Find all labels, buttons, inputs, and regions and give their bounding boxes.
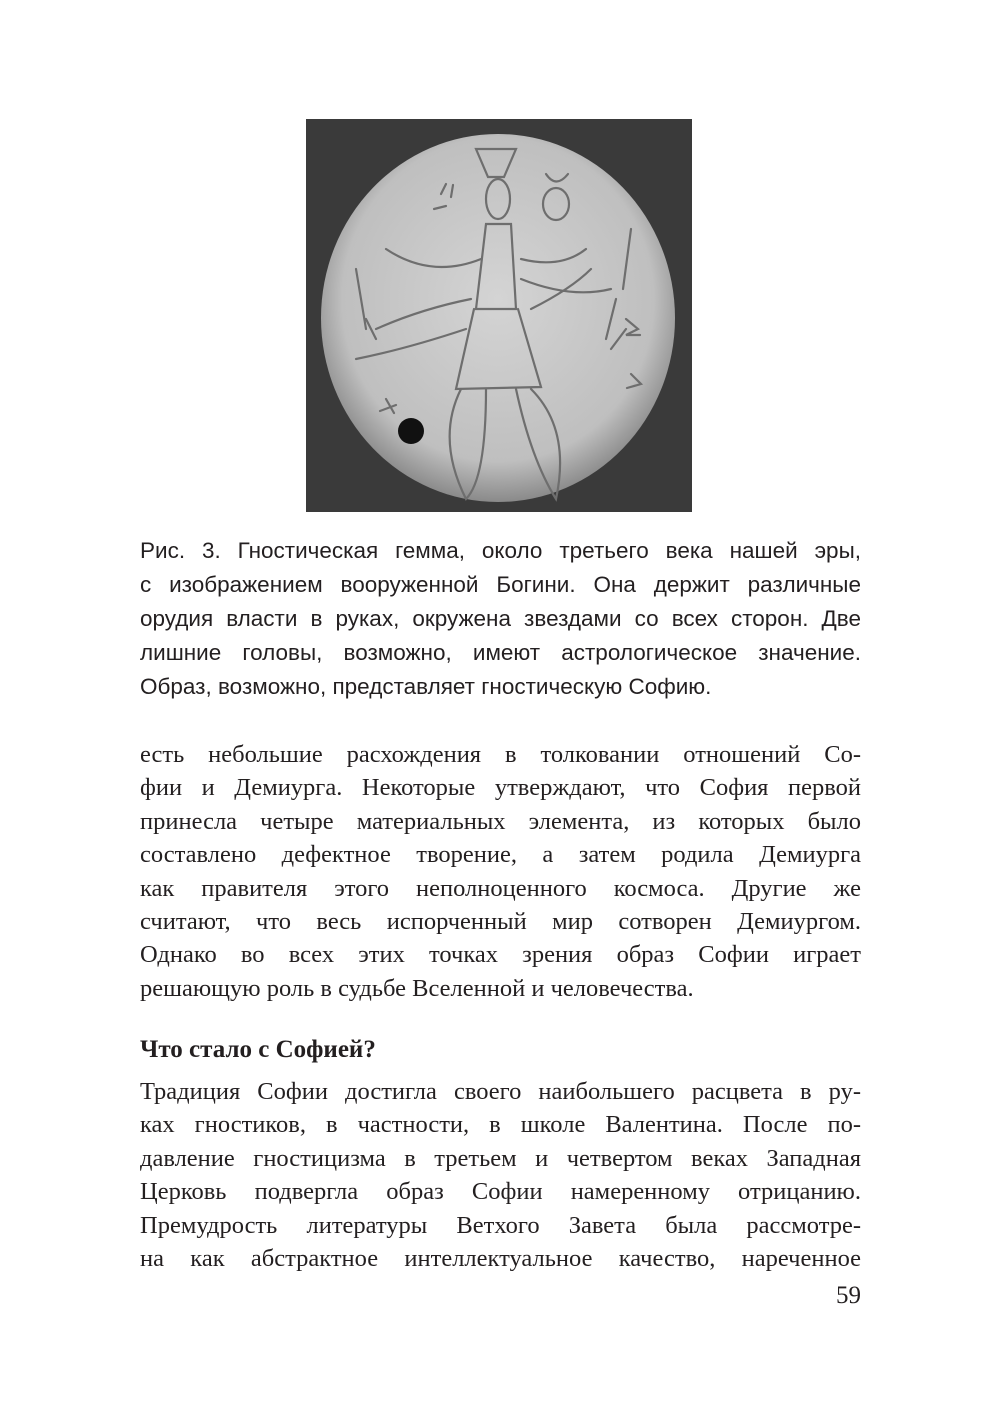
caption-line: с изображением вооруженной Богини. Она держит различные <box>140 572 861 597</box>
text-line: Премудрость литературы Ветхого Завета была рассмотре- <box>140 1211 861 1239</box>
text-line: считают, что весь испорченный мир сотворен Демиургом. <box>140 908 861 936</box>
paragraph-2 <box>140 1075 861 1275</box>
text-line: фии и Демиурга. Некоторые утверждают, что София первой <box>140 774 861 802</box>
paragraph-1 <box>140 738 861 1005</box>
page-number: 59 <box>836 1282 861 1309</box>
text-line: Традиция Софии достигла своего наибольшего расцвета в ру- <box>140 1078 861 1105</box>
text-line: есть небольшие расхождения в толковании отношений Со- <box>140 741 861 768</box>
caption-line: Рис. 3. Гностическая гемма, около третьего века нашей эры, <box>140 538 861 563</box>
text-line: ках гностиков, в частности, в школе Валентина. После по- <box>140 1111 861 1139</box>
text-line: составлено дефектное творение, а затем родила Демиурга <box>140 841 861 869</box>
text-line: Однако во всех этих точках зрения образ Софии играет <box>140 941 861 969</box>
caption-line: орудия власти в руках, окружена звездами со всех сторон. Две <box>140 606 861 631</box>
caption-line: Образ, возможно, представляет гностическую Софию. <box>140 674 712 699</box>
text-line: на как абстрактное интеллектуальное качество, нареченное <box>140 1245 861 1273</box>
text-line: давление гностицизма в третьем и четвертом веках Западная <box>140 1144 861 1172</box>
gnostic-gem-figure <box>306 119 692 512</box>
caption-line: лишние головы, возможно, имеют астрологическое значение. <box>140 640 861 665</box>
text-line: как правителя этого неполноценного космоса. Другие же <box>140 874 861 902</box>
section-heading: Что стало с Софией? <box>140 1036 376 1063</box>
figure-caption <box>140 534 861 704</box>
text-line: принесла четыре материальных элемента, из которых было <box>140 807 861 835</box>
text-line: решающую роль в судьбе Вселенной и человечества. <box>140 974 694 1002</box>
text-line: Церковь подвергла образ Софии намеренному отрицанию. <box>140 1178 861 1206</box>
